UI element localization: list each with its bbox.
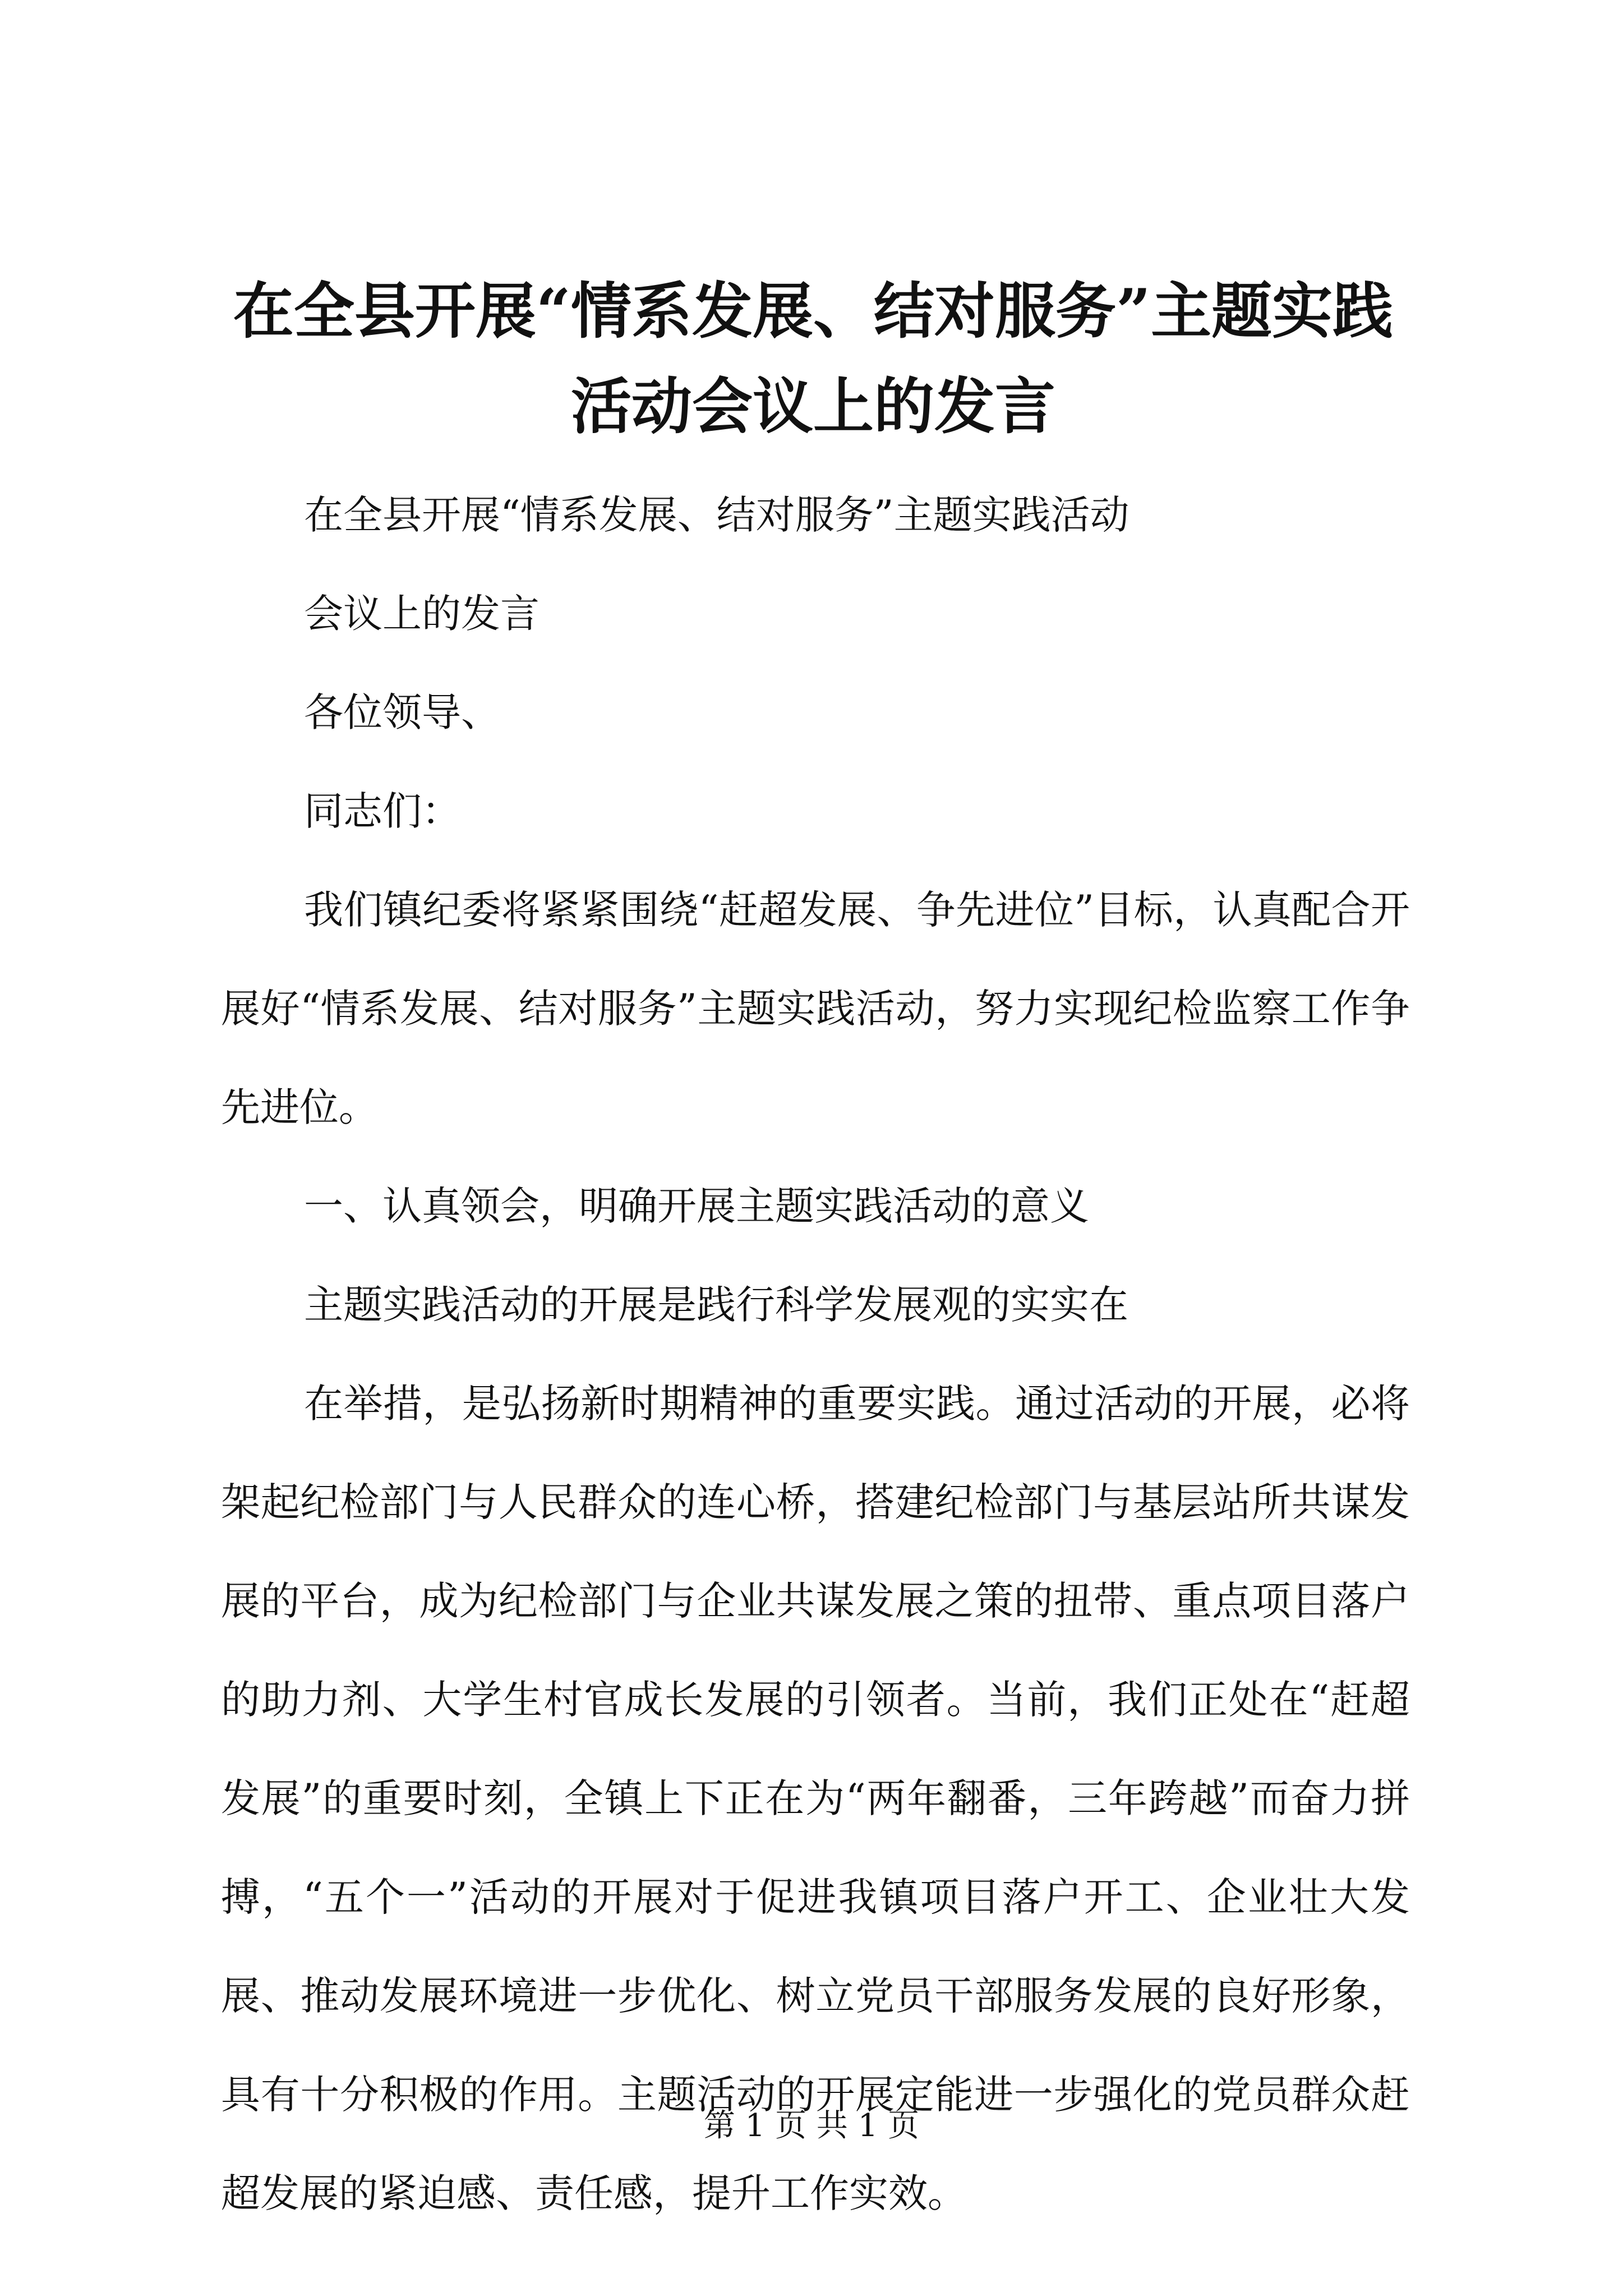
section-heading-1: 一、认真领会，明确开展主题实践活动的意义 bbox=[304, 1183, 1089, 1229]
paragraph-section-1-body: 在举措，是弘扬新时期精神的重要实践。通过活动的开展，必将架起纪检部门与人民群众的连心桥，搭建纪检部门与基层站所共谋发展的平台，成为纪检部门与企业共谋发展之策的扭带、重点项目落户的助力剂、大学生村官成长发展的引领者。当前，我们正处在“赶超发展”的重要时刻，全镇上下正在为“两年翻番，三年跨越”而奋力拼搏，“五个一”活动的开展对于促进我镇项目落户开工、企业壮大发展、推动发展环境进一步优化、树立党员干部服务发展的良好形象，具有十分积极的作用。主题活动的开展定能进一步强化的党员群众赶超发展的紧迫感、责任感，提升工作实效。 bbox=[221, 1381, 1410, 2216]
paragraph-intro: 我们镇纪委将紧紧围绕“赶超发展、争先进位”目标，认真配合开展好“情系发展、结对服务”主题实践活动，努力实现纪检监察工作争先进位。 bbox=[221, 887, 1410, 1130]
document-title bbox=[185, 264, 1441, 454]
title-line-2: 活动会议上的发言 bbox=[570, 371, 1055, 442]
title-line-1: 在全县开展“情系发展、结对服务”主题实践 bbox=[233, 276, 1394, 347]
document-body bbox=[221, 466, 1410, 2243]
page-footer: 第 1 页 共 1 页 bbox=[703, 2108, 920, 2144]
paragraph-salutation-2: 同志们： bbox=[304, 788, 461, 834]
paragraph-subtitle-2: 会议上的发言 bbox=[304, 591, 540, 637]
paragraph-subtitle-1: 在全县开展“情系发展、结对服务”主题实践活动 bbox=[304, 492, 1129, 538]
paragraph-salutation-1: 各位领导、 bbox=[304, 689, 500, 735]
paragraph-section-1-lead: 主题实践活动的开展是践行科学发展观的实实在 bbox=[304, 1282, 1128, 1328]
